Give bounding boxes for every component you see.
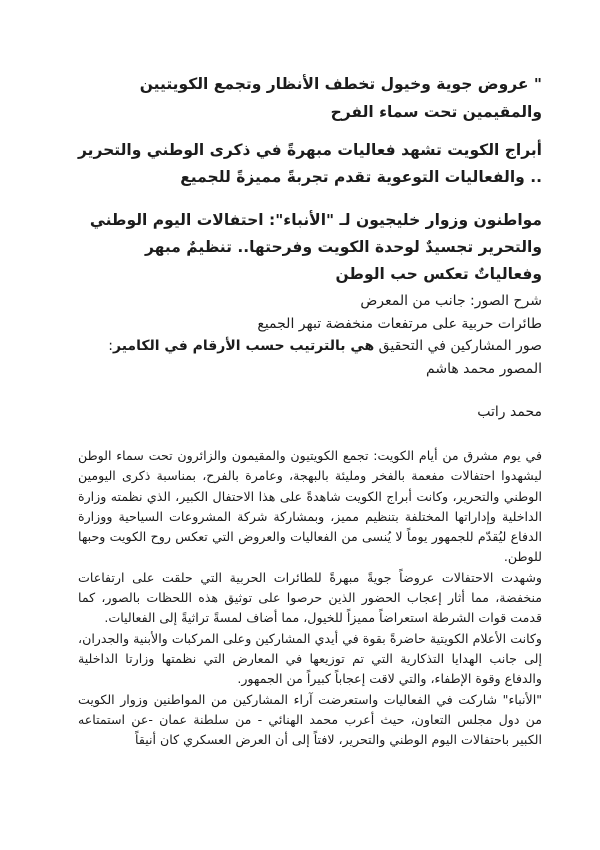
author-name: محمد راتب [477,404,542,420]
body-paragraph: وكانت الأعلام الكويتية حاضرةً بقوة في أيدي المشاركين وعلى المركبات والأبنية والجدران، إلى جانب الهدايا التذكارية التي تم توزيعها في المعارض التي نظمتها وزارتا الداخلية والدفاع وقوة الإطفاء، والتي لاقت إعجاباً كبيراً من الجمهور. [78,630,542,687]
article-body [78,446,542,750]
caption-line-3-start: صور المشاركين في التحقيق [374,338,542,354]
caption-line-3-end: : المصور محمد هاشم [108,338,542,377]
photo-caption [78,290,542,380]
body-paragraph: وشهدت الاحتفالات عروضاً جويةً مبهرةً للطائرات الحربية التي حلقت على ارتفاعات منخفضة، مما أثار إعجاب الحضور الذين حرصوا على توثيق هذه اللحظات بالصور، كما قدمت قوات الشرطة استعراضاً مميزاً للخيول، مما أضاف لمسةً تراثيةً إلى الفعاليات. [78,569,542,626]
body-paragraph: "الأنباء" شاركت في الفعاليات واستعرضت آراء المشاركين من المواطنين وزوار الكويت من دول مجلس التعاون، حيث أعرب محمد الهنائي - من سلطنة عمان -عن استمتاعه الكبير باحتفالات اليوم الوطني والتحرير، لافتاً إلى أن العرض العسكري كان أنيقاً [78,691,542,748]
caption-line-1: شرح الصور: جانب من المعرض [360,293,542,309]
article-subheading-1: أبراج الكويت تشهد فعاليات مبهرةً في ذكرى الوطني والتحرير .. والفعاليات التوعوية تقدم تجربةً مميزةً للجميع [78,141,542,186]
caption-line-2: طائرات حربية على مرتفعات منخفضة تبهر الجميع [257,315,542,332]
body-paragraph: في يوم مشرق من أيام الكويت: تجمع الكويتيون والمقيمون والزائرون تحت سماء الوطن ليشهدوا احتفالات مفعمة بالفخر ومليئة بالبهجة، وعامرة بالفرح، بمناسبة ذكرى اليومين الوطني والتحرير، وكانت أبراج الكويت شاهدةً على هذا الاحتفال الكبير، الذي نظمته وزارة الداخلية وإداراتها المختلفة بتنظيم مميز، وبمشاركة شركة المشروعات السياحية ووزارة الدفاع ليُقدّم للجمهور يوماً لا يُنسى من الفعاليات والعروض التي تعكس روح الكويت وحبها للوطن. [78,448,542,565]
caption-line-3-bold: هي بالترتيب حسب الأرقام في الكامير [113,338,375,354]
article-subheading-2: مواطنون وزوار خليجيون لـ "الأنباء": احتفالات اليوم الوطني والتحرير تجسيدٌ لوحدة الكويت وفرحتها.. تنظيمٌ مبهر وفعالياتٌ تعكس حب الوطن [89,211,542,283]
article-headline: " عروض جوية وخيول تخطف الأنظار وتجمع الكويتيين والمقيمين تحت سماء الفرح [139,75,542,121]
caption-line-3 [78,335,542,380]
